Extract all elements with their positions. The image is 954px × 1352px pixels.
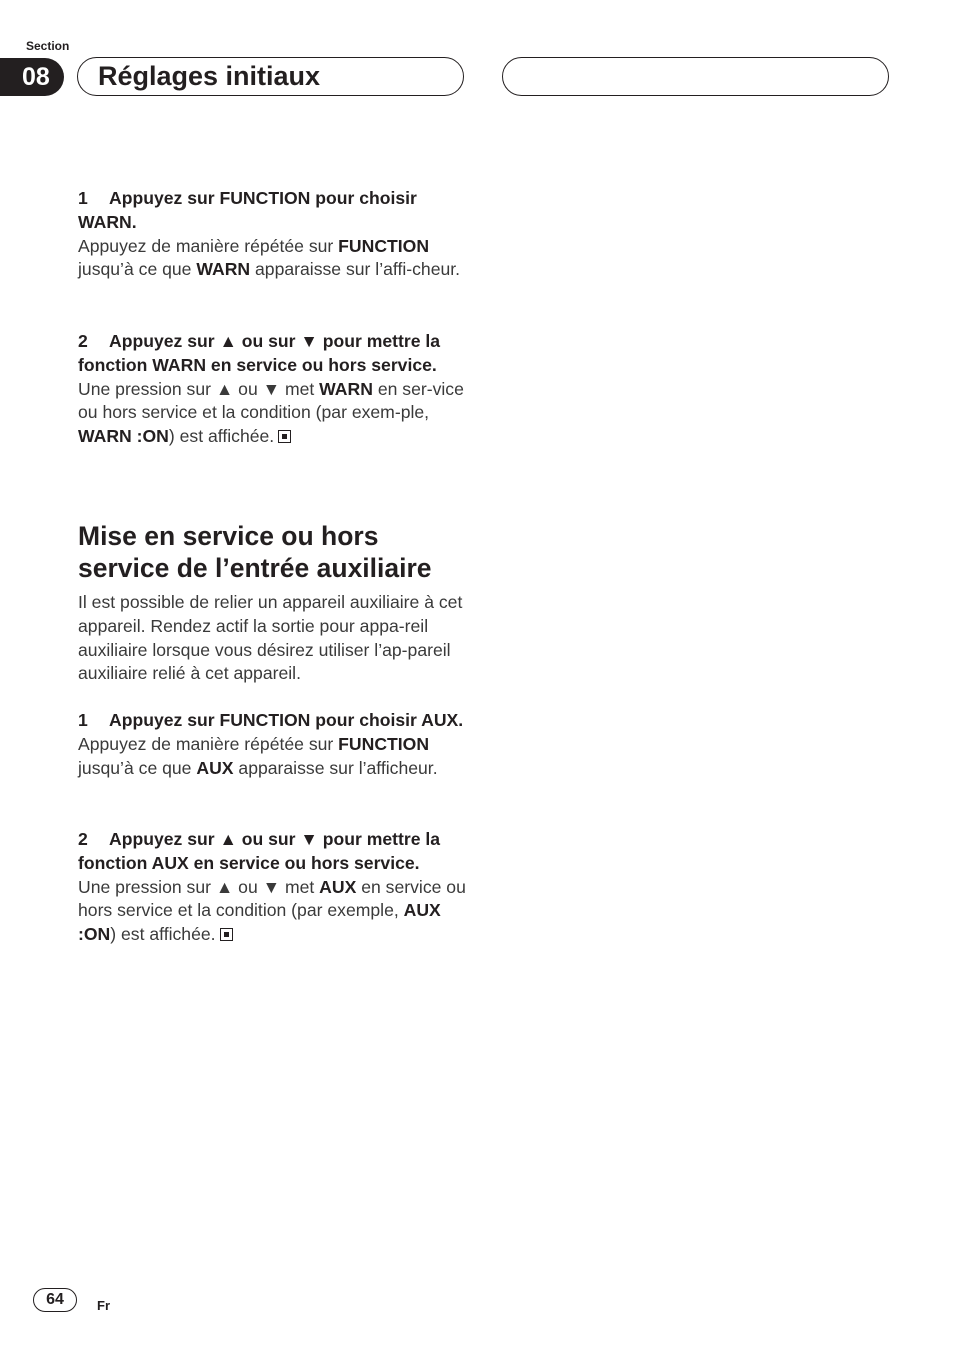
body-text: ) est affichée.: [168, 426, 275, 447]
step-number: 2: [78, 829, 88, 849]
body-text: jusqu’à ce que: [78, 757, 197, 778]
step-number: 1: [78, 710, 88, 730]
chapter-title: Réglages initiaux: [98, 61, 321, 91]
header-empty-box: [502, 57, 889, 96]
step-body: [78, 235, 468, 283]
aux-step-2: [78, 828, 468, 947]
step-title: [78, 330, 468, 378]
body-text: apparaisse sur l’afficheur.: [233, 757, 438, 778]
step-title: [78, 187, 468, 235]
section-heading: Mise en service ou hors service de l’entrée auxiliaire: [78, 521, 432, 583]
language-code: Fr: [97, 1298, 110, 1313]
body-text: en ser-vice ou hors service et la condition (par exem-ple,: [78, 378, 464, 423]
key-term: AUX :ON: [78, 900, 441, 945]
chapter-title-box: [77, 57, 464, 96]
step-number: 2: [78, 331, 88, 351]
key-term: WARN :ON: [78, 426, 169, 447]
warn-step-2: [78, 330, 468, 449]
page-number: 64: [33, 1288, 77, 1312]
step-body: [78, 876, 468, 947]
section-intro: Il est possible de relier un appareil auxiliaire à cet appareil. Rendez actif la sortie pour appa-reil auxiliaire lorsque vous désirez utiliser l’ap-pareil auxiliaire relié à cet appareil.: [78, 592, 463, 684]
end-mark-icon: [278, 430, 291, 443]
key-term: AUX: [319, 876, 357, 897]
step-title-text: Appuyez sur ▲ ou sur ▼ pour mettre la fonction AUX en service ou hors service.: [78, 829, 441, 873]
section-label: Section: [26, 39, 70, 53]
step-title: [78, 828, 468, 876]
step-body: [78, 733, 468, 781]
step-title: [78, 709, 468, 733]
step-body: [78, 378, 468, 449]
key-term: WARN: [319, 378, 373, 399]
body-text: ) est affichée.: [110, 924, 216, 945]
key-term: FUNCTION: [338, 235, 430, 256]
body-text: Appuyez de manière répétée sur: [78, 733, 339, 754]
step-title-text: Appuyez sur ▲ ou sur ▼ pour mettre la fonction WARN en service ou hors service.: [78, 331, 441, 375]
step-title-text: Appuyez sur FUNCTION pour choisir WARN.: [78, 188, 417, 232]
body-text: en service ou hors service et la condition (par exemple,: [78, 876, 466, 921]
body-text: Une pression sur ▲ ou ▼ met: [78, 876, 320, 897]
body-text: apparaisse sur l’affi-cheur.: [250, 259, 461, 280]
body-text: Une pression sur ▲ ou ▼ met: [78, 378, 320, 399]
key-term: FUNCTION: [338, 733, 430, 754]
section-number-badge: 08: [0, 58, 64, 96]
warn-step-1: [78, 187, 468, 282]
step-number: 1: [78, 188, 88, 208]
aux-section: [78, 520, 468, 686]
key-term: AUX: [196, 757, 234, 778]
aux-step-1: [78, 709, 468, 780]
step-title-text: Appuyez sur FUNCTION pour choisir AUX.: [109, 710, 464, 730]
end-mark-icon: [220, 928, 233, 941]
body-text: Appuyez de manière répétée sur: [78, 235, 339, 256]
key-term: WARN: [196, 259, 251, 280]
body-text: jusqu’à ce que: [78, 259, 197, 280]
